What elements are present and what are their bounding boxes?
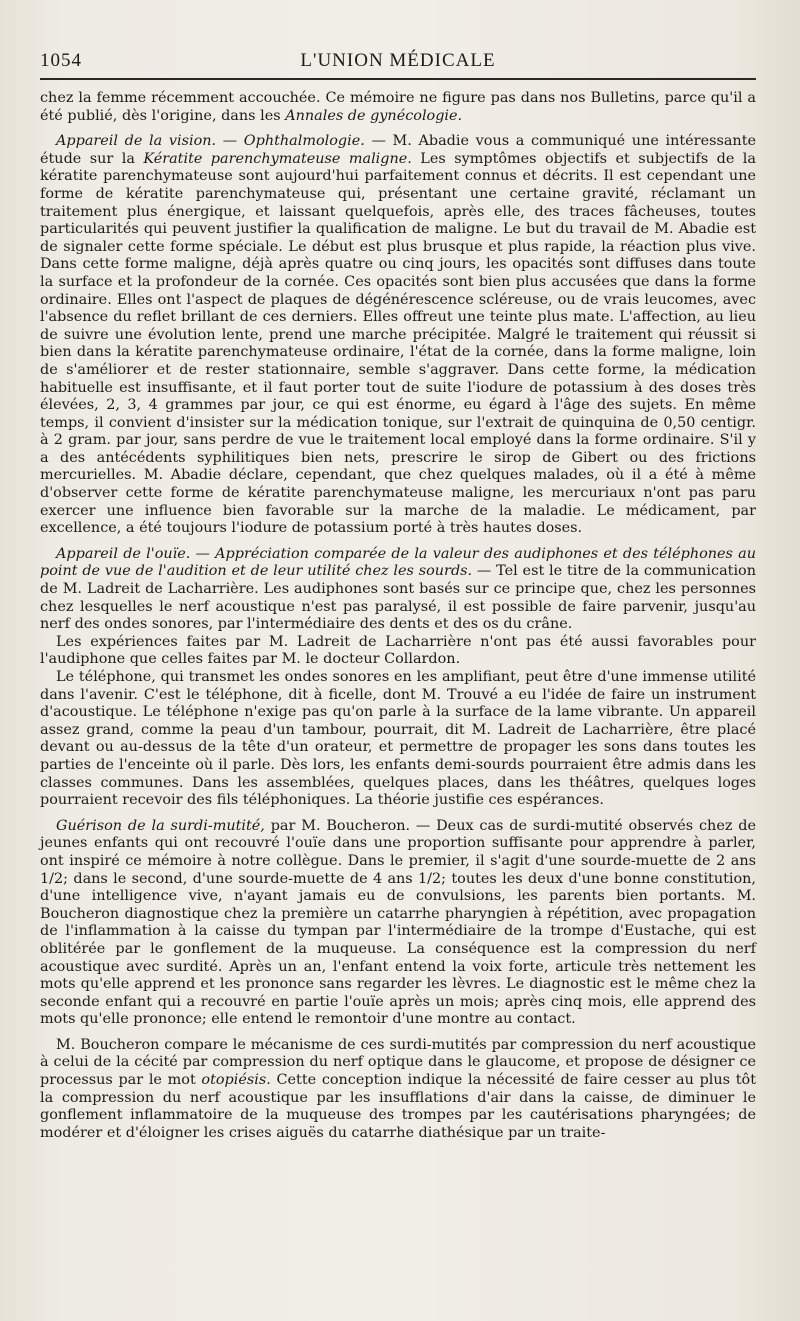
paragraph-text: par M. Boucheron. — Deux cas de surdi-mutité observés chez de jeunes enfants qui ont recouvré l'ouïe dans une proportion suffisante pour apprendre à parler, ont inspiré ce mémoire à notre collègue. Dans le premier, il s'agit d'une sourde-muette de 2 ans 1/2; dans le second, d'une sourde-muette de 4 ans 1/2; toutes les deux d'une bonne constitution, d'une intelligence vive, n'ayant jamais eu de convulsions, les parents bien portants. M. Boucheron diagnostique chez la première un catarrhe pharyngien à répétition, avec propagation de l'inflammation à la caisse du tympan par l'intermédiaire de la trompe d'Eustache, qui est oblitérée par le gonflement de la muqueuse. La conséquence est la compression du nerf acoustique avec surdité. Après un an, l'enfant entend la voix forte, articule très nettement les mots qu'elle apprend et les prononce sans regarder les lèvres. Le diagnostic est le même chez la seconde enfant qui a recouvré en partie l'ouïe après un mois; après cinq mois, elle apprend des mots qu'elle prononce; elle entend le remontoir d'une montre au contact.	[40, 817, 756, 1028]
page-number: 1054	[40, 50, 82, 71]
term-otopiesis: otopiésis.	[201, 1072, 271, 1089]
study-title: Kératite parenchymateuse maligne.	[143, 150, 412, 167]
section-heading-ouie: Appareil de l'ouïe. — Appréciation comparée de la valeur des audiphones et des téléphones au point de vue de l'audition et de leur utilité chez les sourds.	[40, 545, 756, 580]
paragraph-text: Le téléphone, qui transmet les ondes sonores en les amplifiant, peut être d'une immense utilité dans l'avenir. C'est le téléphone, dit à ficelle, dont M. Trouvé a eu l'idée de faire un instrument d'acoustique. Le téléphone n'exige pas qu'on parle à la surface de la lame vibrante. Un appareil assez grand, comme la peau d'un tambour, pourrait, dit M. Ladreit de Lacharrière, être placé devant ou au-dessus de la tête d'un orateur, et permettre de propager les sons dans toutes les parties de l'enceinte où il parle. Dès lors, les enfants demi-sourds pourraient être admis dans les classes communes. Dans les assemblées, quelques places, dans les théâtres, quelques loges pourraient recevoir des fils téléphoniques. La théorie justifie ces espérances.	[40, 669, 756, 809]
section-heading-vision: Appareil de la vision. — Ophthalmologie.	[56, 133, 365, 150]
paragraph-ouie	[40, 546, 756, 634]
paragraph-text: — M. Abadie vous a communiqué une intéressante étude sur la	[40, 133, 756, 167]
article-body	[40, 90, 756, 1142]
paragraph-otopiesis	[40, 1037, 756, 1143]
paragraph-vision	[40, 133, 756, 538]
paragraph-text: Cette conception indique la nécessité de faire cesser au plus tôt la compression du nerf acoustique par les insufflations d'air dans la caisse, de diminuer le gonflement inflammatoire de la muqueuse des trompes par les cautérisations pharyngées; de modérer et d'éloigner les crises aiguës du catarrhe diathésique par un traite-	[40, 1072, 756, 1141]
paragraph-text: — Tel est le titre de la communication de M. Ladreit de Lacharrière. Les audiphones sont basés sur ce principe que, chez les personnes chez lesquelles le nerf acoustique n'est pas paralysé, il est possible de faire parvenir, jusqu'au nerf des ondes sonores, par l'intermédiaire des dents et des os du crâne.	[40, 563, 756, 633]
section-heading-surdimutite: Guérison de la surdi-mutité,	[56, 817, 265, 834]
header-rule	[40, 78, 756, 80]
paragraph-text: M. Boucheron compare le mécanisme de ces surdi-mutités par compression du nerf acoustique à celui de la cécité par compression du nerf optique dans le glaucome, et propose de désigner ce processus par le mot	[40, 1036, 756, 1089]
paragraph-text: chez la femme récemment accouchée. Ce mémoire ne figure pas dans nos Bulletins, parce qu'il a été publié, dès l'origine, dans les	[40, 90, 756, 124]
page-header	[40, 44, 756, 78]
paragraph-text: Les symptômes objectifs et subjectifs de la kératite parenchymateuse sont aujourd'hui parfaitement connus et décrits. Il est cependant une forme de kératite parenchymateuse qui, présentant une certaine gravité, réclamant un traitement plus énergique, et laissant quelquefois, après elle, des traces fâcheuses, toutes particularités qui peuvent justifier la qualification de maligne. Le but du travail de M. Abadie est de signaler cette forme spéciale. Le début est plus brusque et plus rapide, la réaction plus vive. Dans cette forme maligne, déjà après quatre ou cinq jours, les opacités sont diffuses dans toute la surface et la profondeur de la cornée. Ces opacités sont bien plus accusées que dans la forme ordinaire. Elles ont l'aspect de plaques de dégénérescence scléreuse, ou de vrais leucomes, avec l'absence du reflet brillant de ces derniers. Elles offreut une teinte plus mate. L'affection, au lieu de suivre une évolution lente, prend une marche précipitée. Malgré le traitement qui réussit si bien dans la kératite parenchymateuse ordinaire, l'état de la cornée, dans la forme maligne, loin de s'améliorer et de rester stationnaire, semble s'aggraver. Dans cette forme, la médication habituelle est insuffisante, et il faut porter tout de suite l'iodure de potassium à des doses très élevées, 2, 3, 4 grammes par jour, ce qui est énorme, eu égard à l'âge des sujets. En même temps, il convient d'insister sur la médication tonique, sur l'extrait de quinquina de 0,50 centigr. à 2 gram. par jour, sans perdre de vue le traitement local employé dans la forme ordinaire. S'il y a des antécédents syphilitiques bien nets, prescrire le sirop de Gibert ou des frictions mercurielles. M. Abadie déclare, cependant, que chez quelques malades, où il a été à même d'observer cette forme de kératite parenchymateuse maligne, les mercuriaux n'ont pas paru exercer une influence bien favorable sur la marche de la maladie. Le médicament, par excellence, a été toujours l'iodure de potassium porté à très hautes doses.	[40, 150, 756, 537]
paragraph-surdimutite	[40, 818, 756, 1029]
running-head: L'UNION MÉDICALE	[300, 50, 496, 71]
journal-reference: Annales de gynécologie.	[285, 107, 463, 124]
paragraph-experiences	[40, 634, 756, 669]
paragraph-continuation	[40, 90, 756, 125]
paragraph-text: Les expériences faites par M. Ladreit de Lacharrière n'ont pas été aussi favorables pour l'audiphone que celles faites par M. le docteur Collardon.	[40, 633, 756, 668]
paragraph-telephone	[40, 669, 756, 810]
